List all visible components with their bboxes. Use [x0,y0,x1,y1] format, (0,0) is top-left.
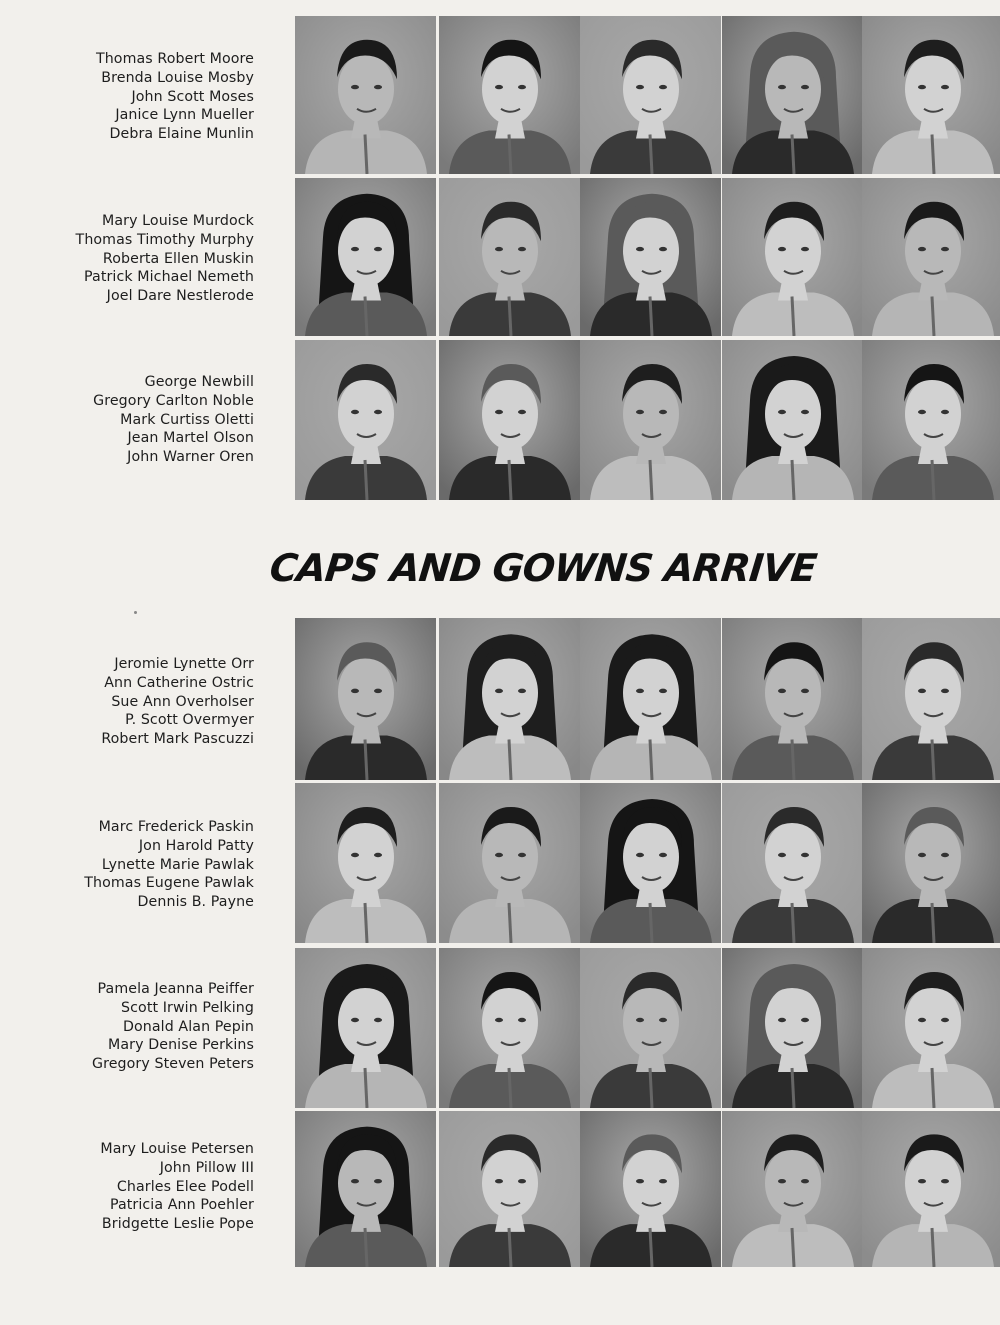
student-portrait [862,178,1000,336]
student-name: George Newbill [144,374,254,390]
student-name: John Scott Moses [131,88,254,105]
student-name: Jeromie Lynette Orr [114,656,254,672]
student-portrait [580,16,721,174]
student-portrait [439,178,580,336]
student-portrait [580,948,721,1108]
name-list [96,50,254,144]
student-name: Bridgette Leslie Pope [101,1216,254,1233]
student-portrait [295,948,436,1108]
student-portrait [862,948,1000,1108]
student-portrait [439,948,580,1108]
student-name: Thomas Robert Moore [95,51,254,67]
student-name: Marc Frederick Paskin [98,819,254,835]
student-portrait [439,1111,580,1267]
name-list [84,818,254,912]
student-name: Sue Ann Overholser [111,693,254,710]
student-portrait [580,783,721,943]
student-portrait [295,178,436,336]
student-name: Charles Elee Podell [116,1178,254,1195]
paper-speck [134,611,137,614]
student-name: Scott Irwin Pelking [121,999,254,1016]
student-name: Mark Curtiss Oletti [120,411,254,428]
student-portrait [722,178,863,336]
student-name: Pamela Jeanna Peiffer [97,981,254,997]
name-list [100,1140,254,1234]
name-list [101,655,254,749]
student-portrait [439,340,580,500]
student-portrait [862,783,1000,943]
student-name: John Warner Oren [127,449,254,466]
student-portrait [722,948,863,1108]
student-name: Donald Alan Pepin [122,1018,254,1035]
student-name: Debra Elaine Munlin [109,126,254,143]
student-portrait [580,618,721,780]
name-list [92,980,254,1074]
student-name: Mary Louise Petersen [100,1141,254,1157]
student-portrait [722,618,863,780]
student-portrait [722,1111,863,1267]
student-portrait [580,340,721,500]
student-name: Roberta Ellen Muskin [102,250,254,267]
student-name: Brenda Louise Mosby [101,69,254,86]
student-name: Patrick Michael Nemeth [84,269,254,286]
student-name: Mary Louise Murdock [102,213,254,229]
student-portrait [722,783,863,943]
student-name: Joel Dare Nestlerode [106,288,254,305]
student-portrait [295,783,436,943]
student-portrait [439,16,580,174]
student-portrait [439,618,580,780]
student-name: Janice Lynn Mueller [115,107,254,124]
student-portrait [862,16,1000,174]
student-name: Robert Mark Pascuzzi [101,731,254,748]
student-name: Lynette Marie Pawlak [101,856,254,873]
student-portrait [295,16,436,174]
student-name: Jean Martel Olson [127,430,254,447]
student-portrait [295,1111,436,1267]
student-portrait [722,340,863,500]
student-name: Ann Catherine Ostric [104,674,254,691]
student-portrait [580,178,721,336]
student-portrait [722,16,863,174]
page-headline: CAPS AND GOWNS ARRIVE [267,546,819,590]
student-portrait [295,618,436,780]
name-list [93,373,254,467]
student-name: Thomas Timothy Murphy [75,231,254,248]
student-portrait [862,618,1000,780]
student-name: Mary Denise Perkins [108,1037,254,1054]
student-portrait [580,1111,721,1267]
student-name: Patricia Ann Poehler [109,1197,254,1214]
student-name: Thomas Eugene Pawlak [84,875,254,892]
student-portrait [295,340,436,500]
student-portrait [862,1111,1000,1267]
name-list [76,212,254,306]
student-portrait [439,783,580,943]
student-name: John Pillow III [159,1159,254,1176]
student-name: Dennis B. Payne [137,894,254,911]
student-name: Gregory Carlton Noble [93,392,254,409]
student-name: Jon Harold Patty [138,837,254,854]
student-portrait [862,340,1000,500]
student-name: Gregory Steven Peters [92,1056,254,1073]
student-name: P. Scott Overmyer [125,712,254,729]
